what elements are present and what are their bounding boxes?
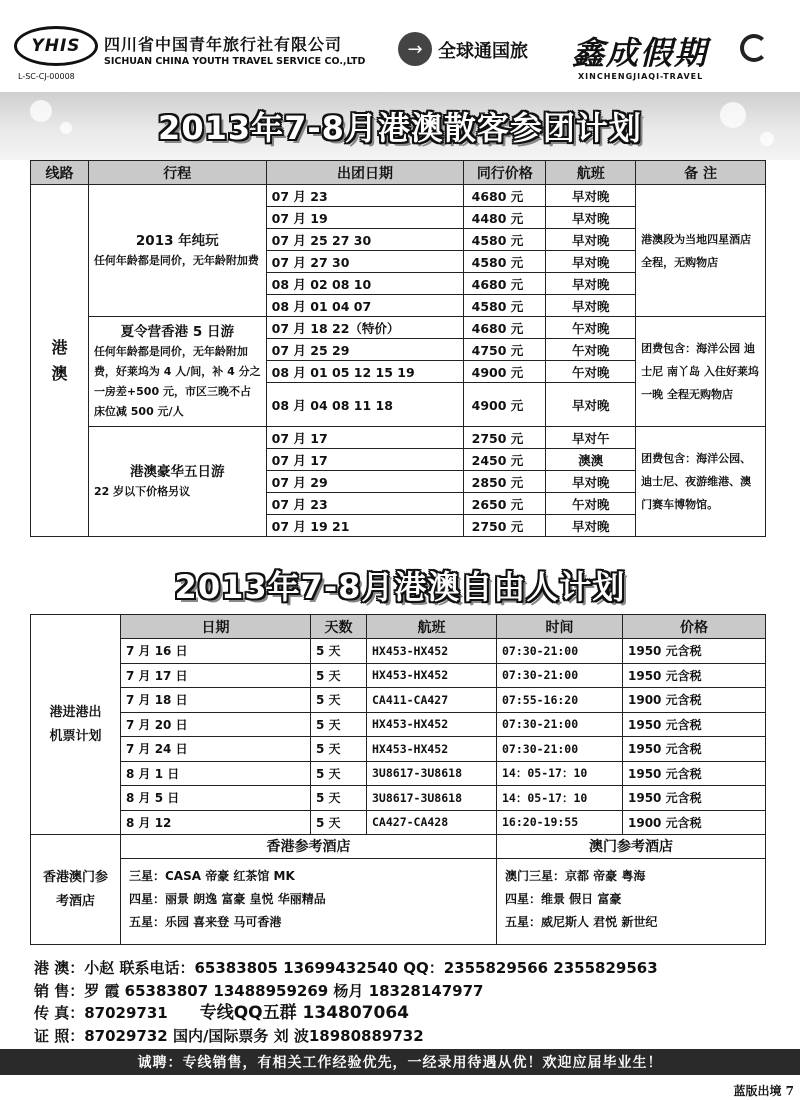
flight-cell: HX453-HX452 bbox=[367, 737, 497, 762]
header-note: 备 注 bbox=[636, 161, 766, 185]
table-header-row bbox=[31, 161, 766, 185]
header-price: 价格 bbox=[623, 615, 766, 639]
date-cell: 08 月 04 08 11 18 bbox=[266, 383, 464, 427]
itinerary-desc: 任何年龄都是同价，无年龄附加费 bbox=[93, 253, 259, 267]
table-row bbox=[31, 427, 766, 449]
header-flight: 航班 bbox=[367, 615, 497, 639]
date-cell: 07 月 23 bbox=[266, 493, 464, 515]
flight-cell: CA427-CA428 bbox=[367, 810, 497, 835]
mo-hotel-line: 五星：威尼斯人 君悦 新世纪 bbox=[505, 915, 658, 929]
itinerary-desc: 任何年龄都是同价，无年龄附加费，好莱坞为 4 人/间，补 4 分之一房差+500 元，市区三晚不占床位减 500 元/人 bbox=[93, 344, 261, 418]
time-cell: 07:30-21:00 bbox=[497, 639, 623, 664]
hotel-label: 香港澳门参考酒店 bbox=[42, 869, 108, 909]
price-cell: 2450 元 bbox=[464, 449, 546, 471]
days-cell: 5 天 bbox=[311, 688, 367, 713]
price-cell: 4680 元 bbox=[464, 185, 546, 207]
table-row bbox=[31, 688, 766, 713]
header-route: 线路 bbox=[31, 161, 89, 185]
date-cell: 07 月 18 22（特价） bbox=[266, 317, 464, 339]
days-cell: 5 天 bbox=[311, 810, 367, 835]
date-cell: 7 月 24 日 bbox=[121, 737, 311, 762]
contact-qq-group: 专线QQ五群 134807064 bbox=[199, 1003, 409, 1023]
price-cell: 1950 元含税 bbox=[623, 761, 766, 786]
decor-bubble bbox=[30, 100, 52, 122]
flight-cell: 早对晚 bbox=[546, 383, 636, 427]
date-cell: 7 月 16 日 bbox=[121, 639, 311, 664]
price-cell: 2850 元 bbox=[464, 471, 546, 493]
header-time: 时间 bbox=[497, 615, 623, 639]
date-cell: 08 月 01 05 12 15 19 bbox=[266, 361, 464, 383]
route-cell bbox=[31, 185, 89, 537]
hk-hotel-title: 香港参考酒店 bbox=[121, 835, 496, 859]
itinerary-title: 港澳豪华五日游 bbox=[130, 463, 225, 480]
price-cell: 4580 元 bbox=[464, 229, 546, 251]
price-cell: 4480 元 bbox=[464, 207, 546, 229]
hk-hotel-line: 四星：丽景 朗逸 富豪 皇悦 华丽精品 bbox=[129, 892, 326, 906]
flight-cell: 早对晚 bbox=[546, 471, 636, 493]
price-cell: 4680 元 bbox=[464, 317, 546, 339]
date-cell: 07 月 29 bbox=[266, 471, 464, 493]
price-cell: 2650 元 bbox=[464, 493, 546, 515]
date-cell: 08 月 02 08 10 bbox=[266, 273, 464, 295]
price-cell: 1900 元含税 bbox=[623, 688, 766, 713]
globe-arrow-icon: → bbox=[398, 32, 432, 66]
free-travel-title: 2013年7-8月港澳自由人计划 bbox=[174, 568, 626, 606]
flight-cell: 早对午 bbox=[546, 427, 636, 449]
date-cell: 07 月 17 bbox=[266, 427, 464, 449]
itinerary-cell bbox=[88, 317, 266, 427]
flight-cell: 3U8617-3U8618 bbox=[367, 786, 497, 811]
table-row bbox=[31, 712, 766, 737]
header-date: 出团日期 bbox=[266, 161, 464, 185]
contact-info bbox=[34, 957, 794, 1047]
note-cell: 团费包含：海洋公园、迪士尼、夜游维港、澳门赛车博物馆。 bbox=[636, 427, 766, 537]
company-name-en: SICHUAN CHINA YOUTH TRAVEL SERVICE CO.,LTD bbox=[104, 56, 366, 67]
group-tour-banner bbox=[0, 92, 800, 160]
days-cell: 5 天 bbox=[311, 786, 367, 811]
hotel-label-cell bbox=[31, 835, 121, 945]
flight-cell: HX453-HX452 bbox=[367, 639, 497, 664]
brand-swirl-icon bbox=[740, 34, 768, 62]
header bbox=[0, 0, 800, 92]
hk-hotel-line: 三星：CASA 帝豪 红茶馆 MK bbox=[129, 869, 295, 883]
contact-hk-macau: 港 澳：小赵 联系电话：65383805 13699432540 QQ：2355829566 2355829563 bbox=[34, 959, 658, 977]
table-row bbox=[31, 639, 766, 664]
time-cell: 07:30-21:00 bbox=[497, 737, 623, 762]
itinerary-cell bbox=[88, 427, 266, 537]
header-days: 天数 bbox=[311, 615, 367, 639]
hotel-row bbox=[31, 835, 766, 945]
price-cell: 4580 元 bbox=[464, 295, 546, 317]
date-cell: 07 月 25 29 bbox=[266, 339, 464, 361]
contact-fax-row bbox=[34, 1002, 794, 1025]
date-cell: 07 月 25 27 30 bbox=[266, 229, 464, 251]
recruitment-bar: 诚聘：专线销售，有相关工作经验优先，一经录用待遇从优！欢迎应届毕业生！ bbox=[0, 1049, 800, 1075]
flight-cell: HX453-HX452 bbox=[367, 712, 497, 737]
contact-visa: 证 照：87029732 国内/国际票务 刘 波18980889732 bbox=[34, 1026, 424, 1045]
header-flight: 航班 bbox=[546, 161, 636, 185]
date-cell: 07 月 23 bbox=[266, 185, 464, 207]
time-cell: 07:30-21:00 bbox=[497, 663, 623, 688]
price-cell: 4900 元 bbox=[464, 361, 546, 383]
company-name-cn: 四川省中国青年旅行社有限公司 bbox=[104, 35, 343, 54]
flight-cell: 午对晚 bbox=[546, 317, 636, 339]
mo-hotel-line: 澳门三星：京都 帝豪 粤海 bbox=[505, 869, 646, 883]
price-cell: 4900 元 bbox=[464, 383, 546, 427]
ticket-plan-label bbox=[31, 615, 121, 835]
note-cell: 团费包含：海洋公园 迪士尼 南丫岛 入住好莱坞一晚 全程无购物店 bbox=[636, 317, 766, 427]
time-cell: 14：05-17：10 bbox=[497, 786, 623, 811]
hk-hotel-line: 五星：乐园 喜来登 马可香港 bbox=[129, 915, 282, 929]
time-cell: 14：05-17：10 bbox=[497, 761, 623, 786]
flight-cell: 早对晚 bbox=[546, 515, 636, 537]
partner-name: 全球通国旅 bbox=[438, 41, 528, 62]
flight-cell: 早对晚 bbox=[546, 295, 636, 317]
flight-cell: HX453-HX452 bbox=[367, 663, 497, 688]
date-cell: 08 月 01 04 07 bbox=[266, 295, 464, 317]
flight-cell: 午对晚 bbox=[546, 493, 636, 515]
table-row bbox=[31, 317, 766, 339]
flight-cell: 午对晚 bbox=[546, 361, 636, 383]
price-cell: 1950 元含税 bbox=[623, 639, 766, 664]
header-itinerary: 行程 bbox=[88, 161, 266, 185]
price-cell: 1950 元含税 bbox=[623, 712, 766, 737]
group-tour-table bbox=[30, 160, 766, 537]
flight-cell: 澳澳 bbox=[546, 449, 636, 471]
price-cell: 2750 元 bbox=[464, 427, 546, 449]
date-cell: 7 月 20 日 bbox=[121, 712, 311, 737]
flight-cell: 早对晚 bbox=[546, 251, 636, 273]
route-label: 港澳 bbox=[51, 337, 68, 383]
table-header-row bbox=[31, 615, 766, 639]
itinerary-title: 2013 年纯玩 bbox=[135, 232, 219, 249]
days-cell: 5 天 bbox=[311, 761, 367, 786]
mo-hotel-title: 澳门参考酒店 bbox=[497, 835, 765, 859]
company-logo: YHIS bbox=[14, 26, 98, 66]
table-row bbox=[31, 810, 766, 835]
days-cell: 5 天 bbox=[311, 663, 367, 688]
itinerary-title: 夏令营香港 5 日游 bbox=[120, 323, 234, 340]
flight-cell: CA411-CA427 bbox=[367, 688, 497, 713]
group-tour-title: 2013年7-8月港澳散客参团计划 bbox=[158, 109, 642, 147]
flight-cell: 早对晚 bbox=[546, 185, 636, 207]
hk-hotel-cell bbox=[121, 835, 497, 945]
price-cell: 4580 元 bbox=[464, 251, 546, 273]
page-footer: 蓝版出境 7 bbox=[733, 1084, 794, 1098]
date-cell: 8 月 5 日 bbox=[121, 786, 311, 811]
license-number: L-SC-CJ-00008 bbox=[18, 72, 75, 81]
table-row bbox=[31, 786, 766, 811]
decor-bubble bbox=[60, 122, 72, 134]
table-row bbox=[31, 185, 766, 207]
header-date: 日期 bbox=[121, 615, 311, 639]
price-cell: 4750 元 bbox=[464, 339, 546, 361]
flight-cell: 早对晚 bbox=[546, 229, 636, 251]
days-cell: 5 天 bbox=[311, 712, 367, 737]
days-cell: 5 天 bbox=[311, 639, 367, 664]
price-cell: 1950 元含税 bbox=[623, 786, 766, 811]
time-cell: 07:30-21:00 bbox=[497, 712, 623, 737]
price-cell: 1950 元含税 bbox=[623, 737, 766, 762]
table-row bbox=[31, 737, 766, 762]
note-cell: 港澳段为当地四星酒店全程，无购物店 bbox=[636, 185, 766, 317]
price-cell: 2750 元 bbox=[464, 515, 546, 537]
price-cell: 1900 元含税 bbox=[623, 810, 766, 835]
brand-name-en: XINCHENGJIAQI-TRAVEL bbox=[578, 72, 704, 81]
date-cell: 07 月 19 bbox=[266, 207, 464, 229]
date-cell: 07 月 17 bbox=[266, 449, 464, 471]
mo-hotel-cell bbox=[497, 835, 766, 945]
date-cell: 07 月 27 30 bbox=[266, 251, 464, 273]
date-cell: 07 月 19 21 bbox=[266, 515, 464, 537]
mo-hotel-line: 四星：维景 假日 富豪 bbox=[505, 892, 622, 906]
contact-sales: 销 售：罗 霞 65383807 13488959269 杨月 18328147977 bbox=[34, 981, 484, 1000]
itinerary-desc: 22 岁以下价格另议 bbox=[93, 484, 191, 498]
ticket-plan-text: 港进港出机票计划 bbox=[49, 704, 102, 744]
date-cell: 7 月 17 日 bbox=[121, 663, 311, 688]
date-cell: 8 月 12 bbox=[121, 810, 311, 835]
days-cell: 5 天 bbox=[311, 737, 367, 762]
date-cell: 8 月 1 日 bbox=[121, 761, 311, 786]
decor-bubble bbox=[760, 132, 774, 146]
flight-cell: 午对晚 bbox=[546, 339, 636, 361]
time-cell: 16:20-19:55 bbox=[497, 810, 623, 835]
time-cell: 07:55-16:20 bbox=[497, 688, 623, 713]
table-row bbox=[31, 663, 766, 688]
itinerary-cell bbox=[88, 185, 266, 317]
flight-cell: 早对晚 bbox=[546, 273, 636, 295]
free-travel-table bbox=[30, 614, 766, 945]
decor-bubble bbox=[720, 102, 746, 128]
flight-cell: 3U8617-3U8618 bbox=[367, 761, 497, 786]
table-row bbox=[31, 761, 766, 786]
brand-logo: 鑫成假期 bbox=[572, 34, 709, 72]
date-cell: 7 月 18 日 bbox=[121, 688, 311, 713]
header-price: 同行价格 bbox=[464, 161, 546, 185]
price-cell: 4680 元 bbox=[464, 273, 546, 295]
price-cell: 1950 元含税 bbox=[623, 663, 766, 688]
free-travel-banner bbox=[0, 556, 800, 614]
flight-cell: 早对晚 bbox=[546, 207, 636, 229]
contact-fax: 传 真：87029731 bbox=[34, 1004, 168, 1022]
